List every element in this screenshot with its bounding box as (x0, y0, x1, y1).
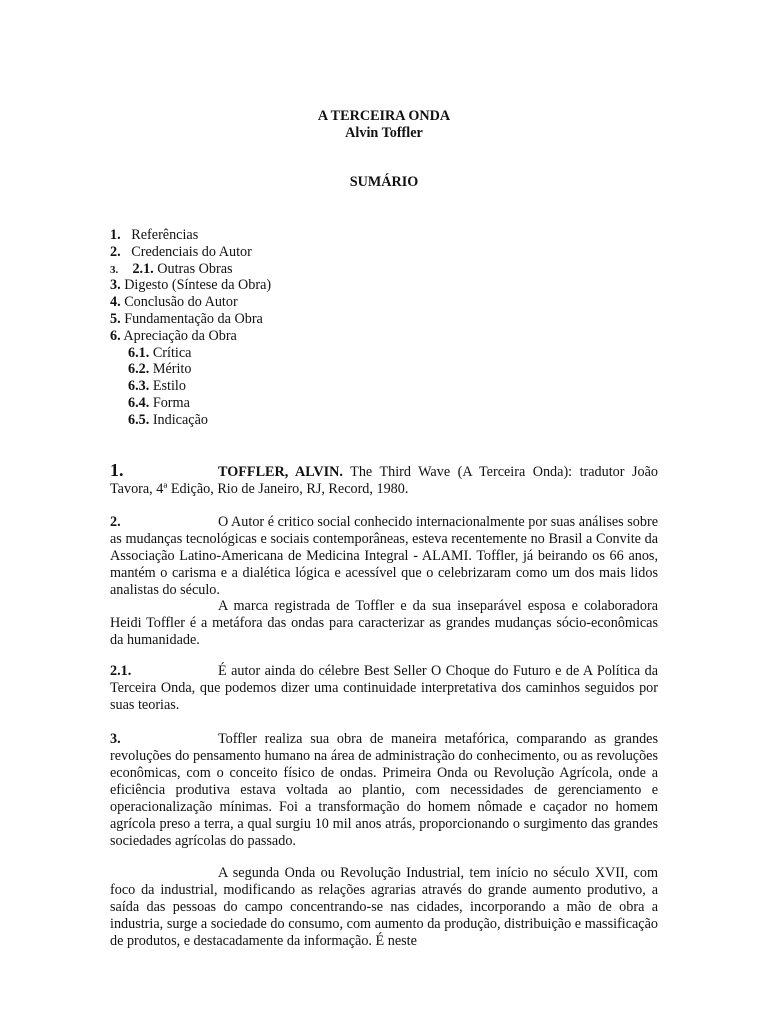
toc-item-label: Conclusão do Autor (124, 294, 238, 311)
section-text: O Autor é critico social conhecido internacionalmente por suas análises sobre as mudanças tecnológicas e sociais contemporâneas, esteva recentemente no Brasil a Convite da Associação Latino-Americana de Medicina Integral - ALAMI. Toffler, já beirando os 66 anos, mantém o carisma e a dialética lógica e acessível que o celebrizaram como um dos mais lidos analistas do século. (110, 514, 658, 598)
toc-item-label: Apreciação da Obra (123, 327, 237, 344)
toc-item-number: 6.2. (128, 361, 150, 378)
section-text: Toffler realiza sua obra de maneira metafórica, comparando as grandes revoluções do pensamento humano na área de administração do conhecimento, ou as revoluções econômicas, com o conceito físico de ondas. Primeira Onda ou Revolução Agrícola, onde a eficiência produtiva estava voltada ao plantio, com necessidades de gerenciamento e operacionalização mínimas. Foi a transformação do homem nômade e caçador no homem agrícola preso a terra, a qual surgiu 10 mil anos atrás, proporcionando o surgimento das grandes sociedades agrícolas do passado. (110, 731, 658, 849)
section-number: 1. (110, 460, 124, 480)
toc-item-label: Referências (131, 227, 199, 243)
toc-item-label: Outras Obras (157, 260, 233, 277)
section-text: A segunda Onda ou Revolução Industrial, tem início no século XVII, com foco da industrial, modificando as relações agrarias através do grande aumento produtivo, a saída das pessoas do campo concentrando-se nas cidades, incorporando a mão de obra a industria, surge a sociedade do consumo, com aumento da produção, distribuição e massificação de produtos, e destacadamente da informação. É neste (110, 865, 658, 949)
toc-item-number: 6.5. (128, 411, 150, 428)
toc-item (110, 227, 271, 244)
toc-item-number: 6.4. (128, 394, 150, 411)
toc-item-label: Credenciais do Autor (131, 243, 252, 260)
section-1-reference (110, 462, 658, 498)
toc-item-label: Indicação (152, 411, 208, 428)
toc-item (110, 294, 271, 311)
section-2-1-other-works (110, 663, 658, 714)
toc-item (110, 311, 271, 328)
section-3-digest-continued (110, 865, 658, 950)
section-3-digest (110, 731, 658, 850)
toc-item-label: Digesto (Síntese da Obra) (124, 277, 272, 294)
toc-item-number: 6.1. (128, 344, 150, 361)
toc-subitem (110, 361, 271, 378)
section-number: 2. (110, 514, 121, 530)
reference-text: The Third Wave (A Terceira Onda): tradutor João Tavora, 4ª Edição, Rio de Janeiro, RJ, Record, 1980. (110, 464, 658, 497)
toc-item-number: 4. (110, 294, 121, 311)
toc-item-number: 5. (110, 310, 121, 327)
toc-subitem (110, 412, 271, 429)
toc-item-label: Mérito (152, 361, 192, 378)
toc-subitem (110, 345, 271, 362)
reference-author: TOFFLER, ALVIN. (218, 464, 343, 480)
document-author: Alvin Toffler (345, 125, 423, 141)
toc-subitem (110, 378, 271, 395)
toc-item-number: 6.3. (128, 378, 150, 395)
toc-item-prefix: 3. (110, 263, 119, 276)
toc-item (110, 244, 271, 261)
toc-item-label: Fundamentação da Obra (124, 310, 263, 327)
toc-subitem (110, 395, 271, 412)
summary-heading: SUMÁRIO (349, 174, 419, 190)
section-number: 2.1. (110, 663, 132, 679)
toc-item-label: Forma (152, 394, 190, 411)
toc-item-number: 6. (110, 327, 121, 344)
section-text: A marca registrada de Toffler e da sua inseparável esposa e colaboradora Heidi Toffler é a metáfora das ondas para caracterizar as grandes mudanças sócio-econômicas da humanidade. (110, 598, 658, 648)
section-text: É autor ainda do célebre Best Seller O Choque do Futuro e de A Política da Terceira Onda, que podemos dizer uma continuidade interpretativa dos caminhos seguidos por suas teorias. (110, 663, 658, 713)
toc-item-number: 2.1. (132, 260, 154, 277)
section-2-credentials-continued (110, 598, 658, 649)
table-of-contents (110, 227, 271, 429)
toc-item (110, 328, 271, 345)
toc-item (110, 261, 271, 278)
toc-item (110, 277, 271, 294)
toc-item-number: 1. (110, 227, 121, 243)
toc-item-label: Crítica (152, 344, 192, 361)
toc-item-number: 2. (110, 243, 121, 260)
document-title: A TERCEIRA ONDA (317, 108, 451, 124)
toc-item-number: 3. (110, 277, 121, 294)
section-number: 3. (110, 731, 121, 747)
section-2-credentials (110, 514, 658, 599)
toc-item-label: Estilo (152, 378, 186, 395)
